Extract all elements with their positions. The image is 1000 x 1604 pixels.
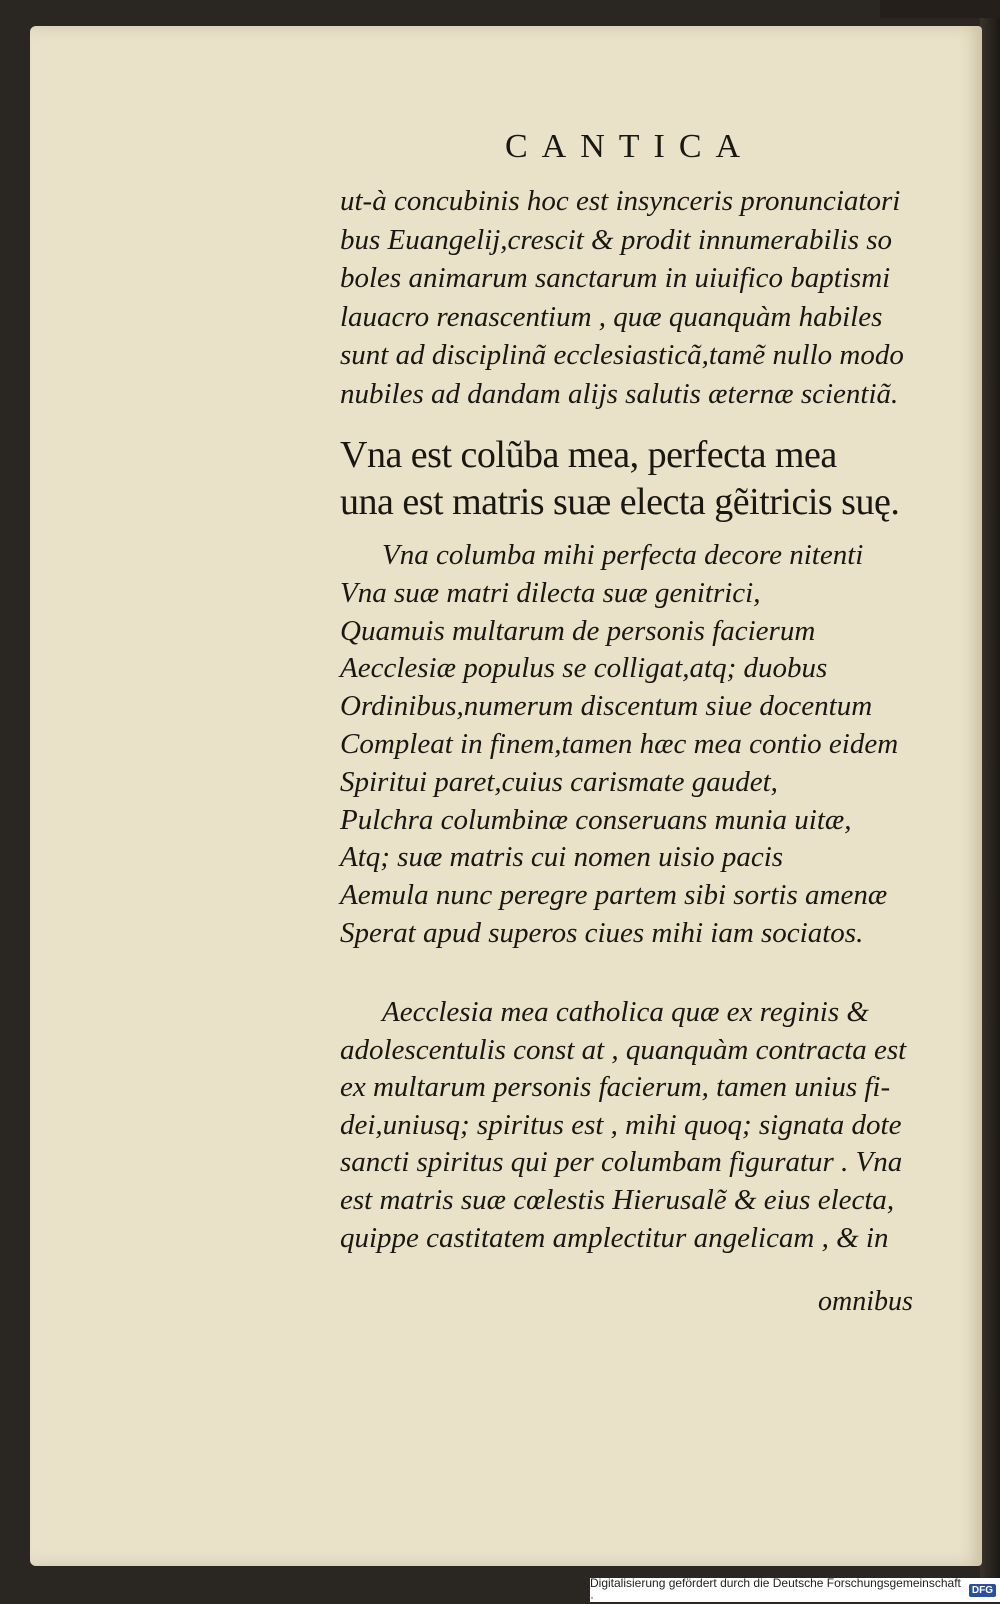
scripture-line: Vna est colũba mea, perfecta mea	[340, 434, 837, 476]
text-line: Aecclesia mea catholica quæ ex reginis &	[382, 996, 869, 1028]
running-head: CANTICA	[505, 128, 755, 165]
text-line: quippe castitatem amplectitur angelicam , & in	[340, 1221, 889, 1254]
text-line: est matris suæ cœlestis Hierusalẽ & eius electa,	[340, 1183, 895, 1216]
verse-line: Compleat in finem,tamen hæc mea contio eidem	[340, 727, 899, 760]
verse-line: Quamuis multarum de personis facierum	[340, 614, 816, 647]
scripture-line: una est matris suæ electa gẽitricis suę.	[340, 481, 900, 523]
scripture-verse	[340, 432, 940, 526]
commentary-top	[340, 182, 940, 413]
text-line: nubiles ad dandam alijs salutis æternæ scientiã.	[340, 377, 899, 410]
verse-line: Aemula nunc peregre partem sibi sortis amenæ	[340, 879, 888, 912]
text-line: adolescentulis const at , quanquàm contracta est	[340, 1033, 907, 1066]
poem-block	[340, 537, 940, 953]
verse-line: Ordinibus,numerum discentum siue docentum	[340, 690, 873, 723]
verse-line: Sperat apud superos ciues mihi iam sociatos.	[340, 916, 864, 949]
verse-line: Vna suæ matri dilecta suæ genitrici,	[340, 576, 761, 609]
text-line: ut-à concubinis hoc est insynceris pronunciatori	[340, 185, 901, 217]
dfg-logo: DFG	[969, 1584, 996, 1597]
text-line: bus Euangelij,crescit & prodit innumerabilis so	[340, 223, 893, 256]
digitization-credit	[590, 1578, 1000, 1602]
text-line: lauacro renascentium , quæ quanquàm habiles	[340, 300, 883, 333]
commentary-bottom	[340, 994, 940, 1257]
verse-line: Pulchra columbinæ conseruans munia uitæ,	[340, 803, 852, 836]
text-line: dei,uniusq; spiritus est , mihi quoq; signata dote	[340, 1108, 902, 1141]
text-line: sancti spiritus qui per columbam figuratur . Vna	[340, 1146, 903, 1179]
verse-line: Aecclesiæ populus se colligat,atq; duobus	[340, 652, 828, 685]
verse-line: Vna columba mihi perfecta decore nitenti	[382, 539, 864, 571]
verse-line: Atq; suæ matris cui nomen uisio pacis	[340, 841, 784, 874]
book-edge	[980, 0, 1000, 1602]
catchword: omnibus	[818, 1286, 913, 1317]
text-line: sunt ad disciplinã ecclesiasticã,tamẽ nullo modo	[340, 339, 904, 371]
text-line: boles animarum sanctarum in uiuifico baptismi	[340, 262, 891, 294]
text-line: ex multarum personis facierum, tamen unius fi-	[340, 1071, 891, 1104]
book-edge-top	[880, 0, 1000, 18]
credit-text: Digitalisierung gefördert durch die Deutsche Forschungsgemeinschaft ·	[590, 1576, 961, 1604]
verse-line: Spiritui paret,cuius carismate gaudet,	[340, 765, 778, 798]
